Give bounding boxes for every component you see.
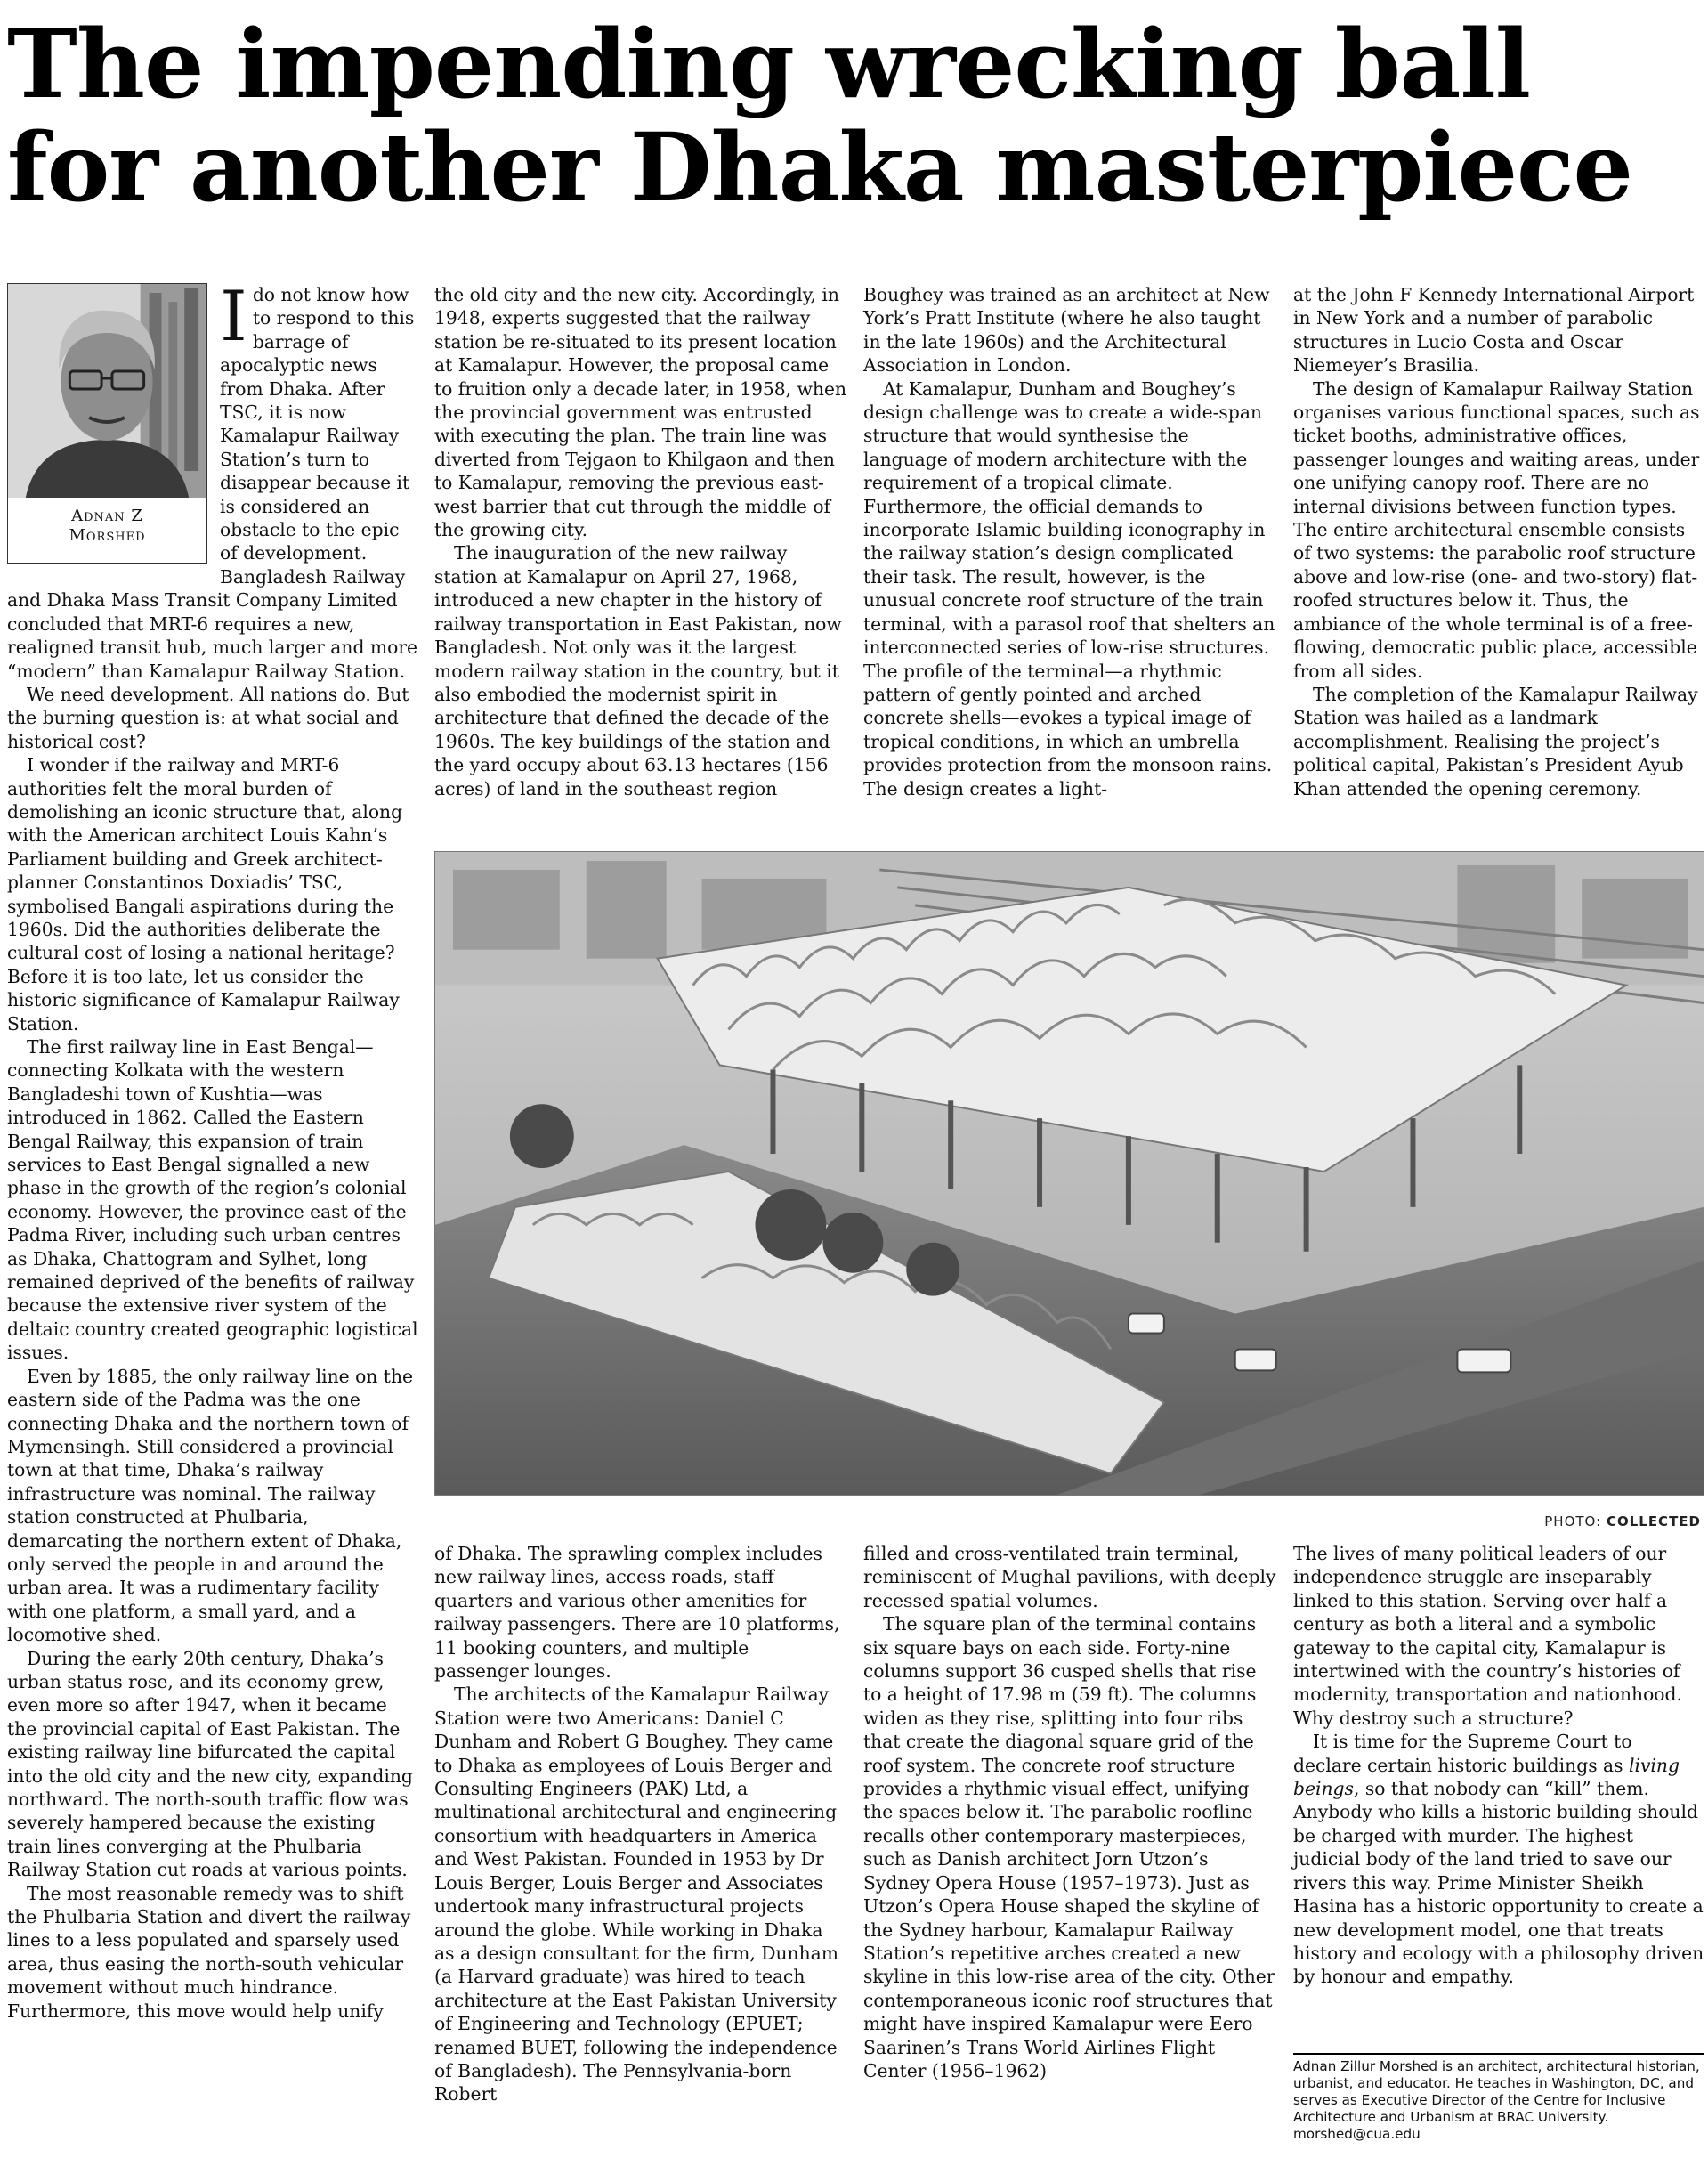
article-column-4-bottom <box>1293 1542 1704 1989</box>
paragraph: The most reasonable remedy was to shift the Phulbaria Station and divert the railway lines to a less populated and sparsely used area, thus easing the north-south vehicular movement without much hindrance. Furthermore, this move would help unify <box>7 1882 411 2022</box>
author-bio <box>1293 2053 1704 2143</box>
paragraph: of Dhaka. The sprawling complex includes new railway lines, access roads, staff quarters and various other amenities for railway passengers. There are 10 platforms, 11 booking counters, and multiple passenger lounges. <box>434 1543 840 1683</box>
author-box <box>7 283 207 564</box>
paragraph: The inauguration of the new railway station at Kamalapur on April 27, 1968, introduced a new chapter in the history of railway transportation in East Pakistan, now Bangladesh. Not only was it the largest modern railway station in the country, but it also embodied the modernist spirit in architecture that defined the decade of the 1960s. The key buildings of the station and the yard occupy about 63.13 hectares (156 acres) of land in the southeast region <box>434 542 842 799</box>
article-column-1 <box>7 277 420 2153</box>
drop-cap: I <box>220 277 247 357</box>
station-photo <box>434 851 1704 1496</box>
paragraph: Boughey was trained as an architect at New York’s Pratt Institute (where he also taught in the late 1960s) and the Architectural Association in London. <box>863 284 1270 377</box>
paragraph: I wonder if the railway and MRT-6 authorities felt the moral burden of demolishing an iconic structure that, along with the American architect Louis Kahn’s Parliament building and Greek architect-planner Constantinos Doxiadis’ TSC, symbolised Bangali aspirations during the 1960s. Did the authorities deliberate the cultural cost of losing a national heritage? Before it is too late, let us consider the historic significance of Kamalapur Railway Station. <box>7 754 403 1034</box>
author-last-name: Morshed <box>69 526 146 545</box>
paragraph: The square plan of the terminal contains six square bays on each side. Forty-nine columns support 36 cusped shells that rise to a height of 17.98 m (59 ft). The columns widen as they rise, splitting into four ribs that create the diagonal square grid of the roof system. The concrete roof structure provides a rhythmic visual effect, unifying the spaces below it. The parabolic roofline recalls other contemporary masterpieces, such as Danish architect Jorn Utzon’s Sydney Opera House (1957–1973). Just as Utzon’s Opera House shaped the skyline of the Sydney harbour, Kamalapur Railway Station’s repetitive arches created a new skyline in this low-rise area of the city. Other contemporaneous iconic roof structures that might have inspired Kamalapur were Eero Saarinen’s Trans World Airlines Flight Center (1956–1962) <box>863 1613 1275 2081</box>
headline: The impending wrecking ball for another Dhaka masterpiece <box>7 8 1632 223</box>
paragraph: It is time for the Supreme Court to declare certain historic buildings as living beings, so that nobody can “kill” them. Anybody who kills a historic building should be charged with murder. The highest judicial body of the land tried to save our rivers this way. Prime Minister Sheikh Hasina has a historic opportunity to create a new development model, one that treats history and ecology with a philosophy driven by honour and empathy. <box>1293 1731 1704 1988</box>
author-name <box>8 507 206 546</box>
paragraph: The completion of the Kamalapur Railway Station was hailed as a landmark accomplishment. Realising the project’s political capital, Pakistan’s President Ayub Khan attended the opening ceremony. <box>1293 683 1698 799</box>
paragraph: filled and cross-ventilated train terminal, reminiscent of Mughal pavilions, with deeply recessed spatial volumes. <box>863 1543 1276 1611</box>
article-column-2-bottom <box>434 1542 847 2106</box>
article-column-4-top <box>1293 283 1704 800</box>
bio-text: Adnan Zillur Morshed is an architect, architectural historian, urbanist, and educator. He teaches in Washington, DC, and serves as Executive Director of the Centre for Inclusive Architecture and Urbanism at BRAC University. morshed@cua.edu <box>1293 2058 1700 2142</box>
paragraph: The design of Kamalapur Railway Station organises various functional spaces, such as ticket booths, administrative offices, passenger lounges and waiting areas, under one unifying canopy roof. There are no internal divisions between function types. The entire architectural ensemble consists of two systems: the parabolic roof structure above and low-rise (one- and two-story) flat-roofed structures below it. Thus, the ambiance of the whole terminal is of a free-flowing, democratic public place, accessible from all sides. <box>1293 377 1700 682</box>
paragraph: at the John F Kennedy International Airport in New York and a number of parabolic structures in Lucio Costa and Oscar Niemeyer’s Brasilia. <box>1293 284 1695 377</box>
article-column-3-bottom <box>863 1542 1276 2082</box>
article-column-3-top <box>863 283 1276 800</box>
paragraph: We need development. All nations do. But the burning question is: at what social and historical cost? <box>7 683 409 752</box>
paragraph: The lives of many political leaders of our independence struggle are inseparably linked to this station. Serving over half a century as both a literal and a symbolic gateway to the capital city, Kamalapur is intertwined with the country’s histories of modernity, transportation and nationhood. Why destroy such a structure? <box>1293 1543 1682 1729</box>
article-column-2-top <box>434 283 847 800</box>
paragraph: The first railway line in East Bengal—connecting Kolkata with the western Bangladeshi town of Kushtia—was introduced in 1862. Called the Eastern Bengal Railway, this expansion of train services to East Bengal signalled a new phase in the growth of the region’s colonial economy. However, the province east of the Padma River, including such urban centres as Dhaka, Chattogram and Sylhet, long remained deprived of the benefits of railway because the extensive river system of the deltaic country created geographic logistical issues. <box>7 1036 418 1364</box>
photo-credit: PHOTO: COLLECTED <box>1544 1513 1701 1529</box>
author-first-name: Adnan Z <box>71 507 143 525</box>
paragraph: Even by 1885, the only railway line on the eastern side of the Padma was the one connecting Dhaka and the northern town of Mymensingh. Still considered a provincial town at that time, Dhaka’s railway infrastructure was nominal. The railway station constructed at Phulbaria, demarcating the northern extent of Dhaka, only served the people in and around the urban area. It was a rudimentary facility with one platform, a small yard, and a locomotive shed. <box>7 1365 414 1646</box>
paragraph: The architects of the Kamalapur Railway Station were two Americans: Daniel C Dunham and Robert G Boughey. They came to Dhaka as employees of Louis Berger and Consulting Engineers (PAK) Ltd, a multinational architectural and engineering consortium with headquarters in America and West Pakistan. Founded in 1953 by Dr Louis Berger, Louis Berger and Associates undertook many infrastructural projects around the globe. While working in Dhaka as a design consultant for the firm, Dunham (a Harvard graduate) was hired to teach architecture at the East Pakistan University of Engineering and Technology (EPUET; renamed BUET, following the independence of Bangladesh). The Pennsylvania-born Robert <box>434 1683 838 2105</box>
paragraph: Ido not know how to respond to this barrage of apocalyptic news from Dhaka. After TSC, it is now Kamalapur Railway Station’s turn to disappear because it is considered an obstacle to the epic of development. Bangladesh Railway and Dhaka Mass Transit Company Limited concluded that MRT-6 requires a new, realigned transit hub, much larger and more “modern” than Kamalapur Railway Station. <box>7 277 418 682</box>
author-photo <box>8 284 206 498</box>
paragraph: During the early 20th century, Dhaka’s urban status rose, and its economy grew, even more so after 1947, when it became the provincial capital of East Pakistan. The existing railway line bifurcated the capital into the old city and the new city, expanding northward. The north-south traffic flow was severely hampered because the existing train lines converging at the Phulbaria Railway Station cut roads at various points. <box>7 1647 413 1881</box>
paragraph: the old city and the new city. Accordingly, in 1948, experts suggested that the railway station be re-situated to its present location at Kamalapur. However, the proposal came to fruition only a decade later, in 1958, when the provincial government was entrusted with executing the plan. The train line was diverted from Tejgaon to Khilgaon and then to Kamalapur, removing the previous east-west barrier that cut through the middle of the growing city. <box>434 284 847 541</box>
paragraph: At Kamalapur, Dunham and Boughey’s design challenge was to create a wide-span structure that would synthesise the language of modern architecture with the requirement of a tropical climate. Furthermore, the official demands to incorporate Islamic building iconography in the railway station’s design complicated their task. The result, however, is the unusual concrete roof structure of the train terminal, with a parasol roof that shelters an interconnected series of low-rise structures. The profile of the terminal—a rhythmic pattern of gently pointed and arched concrete shells—evokes a typical image of tropical conditions, in which an umbrella provides protection from the monsoon rains. The design creates a light- <box>863 377 1275 799</box>
